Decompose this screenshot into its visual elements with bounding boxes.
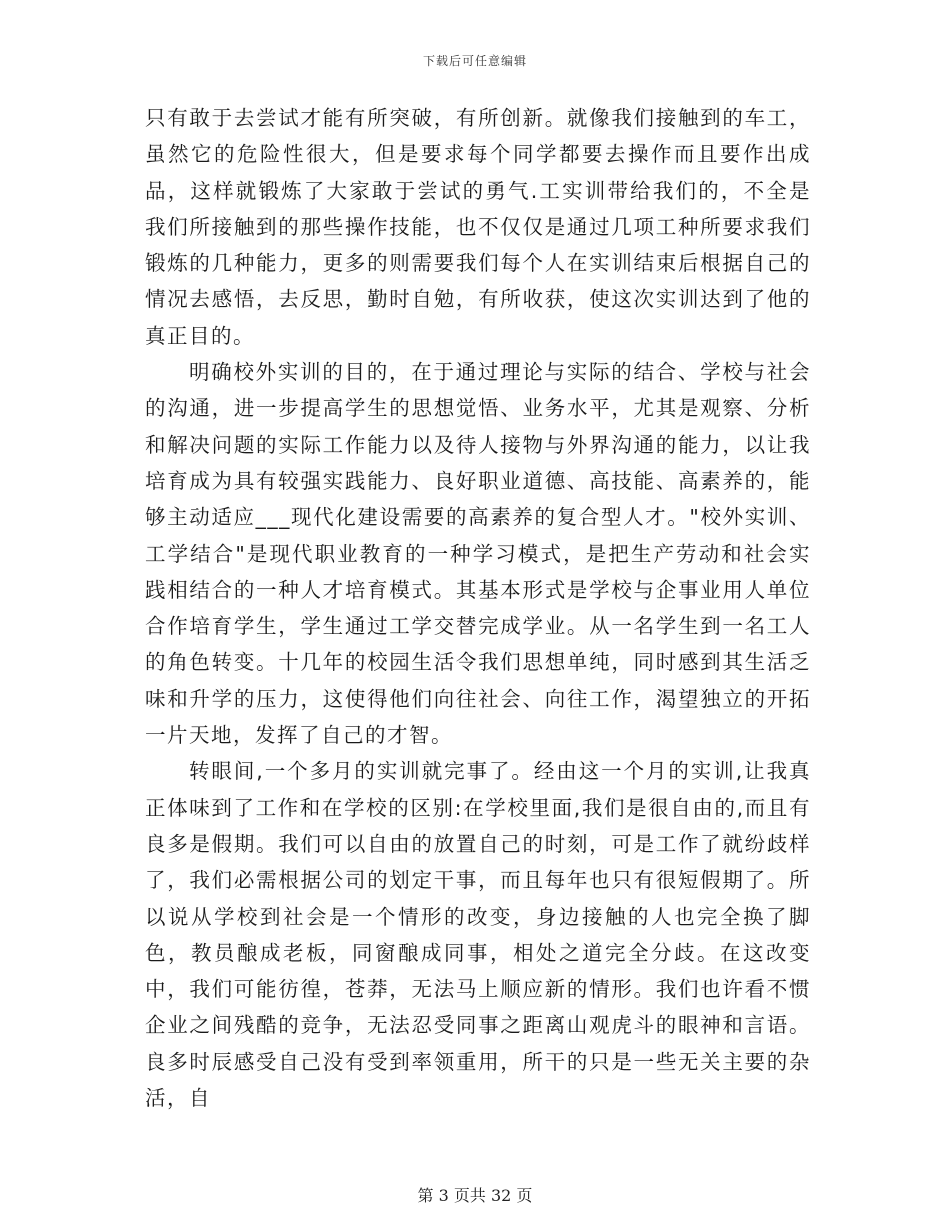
document-body — [145, 100, 811, 1116]
page-footer: 第 3 页共 32 页 — [417, 1186, 533, 1205]
paragraph-3: 转眼间,一个多月的实训就完事了。经由这一个月的实训,让我真正体味到了工作和在学校的区别:在学校里面,我们是很自由的,而且有良多是假期。我们可以自由的放置自己的时刻，可是工作了就纷歧样了，我们必需根据公司的划定干事，而且每年也只有很短假期了。所以说从学校到社会是一个情形的改变，身边接触的人也完全换了脚色，教员酿成老板，同窗酿成同事，相处之道完全分歧。在这改变中，我们可能彷徨，苍莽，无法马上顺应新的情形。我们也许看不惯企业之间残酷的竞争，无法忍受同事之距离山观虎斗的眼神和言语。良多时辰感受自己没有受到率领重用，所干的只是一些无关主要的杂活，自 — [145, 759, 811, 1111]
paragraph-1: 只有敢于去尝试才能有所突破，有所创新。就像我们接触到的车工，虽然它的危险性很大，但是要求每个同学都要去操作而且要作出成品，这样就锻炼了大家敢于尝试的勇气.工实训带给我们的，不全是我们所接触到的那些操作技能，也不仅仅是通过几项工种所要求我们锻炼的几种能力，更多的则需要我们每个人在实训结束后根据自己的情况去感悟，去反思，勤时自勉，有所收获，使这次实训达到了他的真正目的。 — [145, 106, 811, 348]
paragraph-2: 明确校外实训的目的，在于通过理论与实际的结合、学校与社会的沟通，进一步提高学生的思想觉悟、业务水平，尤其是观察、分析和解决问题的实际工作能力以及待人接物与外界沟通的能力，以让我培育成为具有较强实践能力、良好职业道德、高技能、高素养的，能够主动适应___现代化建设需要的高素养的复合型人才。"校外实训、工学结合"是现代职业教育的一种学习模式，是把生产劳动和社会实践相结合的一种人才培育模式。其基本形式是学校与企事业用人单位合作培育学生，学生通过工学交替完成学业。从一名学生到一名工人的角色转变。十几年的校园生活令我们思想单纯，同时感到其生活乏味和升学的压力，这使得他们向往社会、向往工作，渴望独立的开拓一片天地，发挥了自己的才智。 — [145, 360, 811, 748]
page-header: 下载后可任意编辑 — [422, 54, 527, 68]
